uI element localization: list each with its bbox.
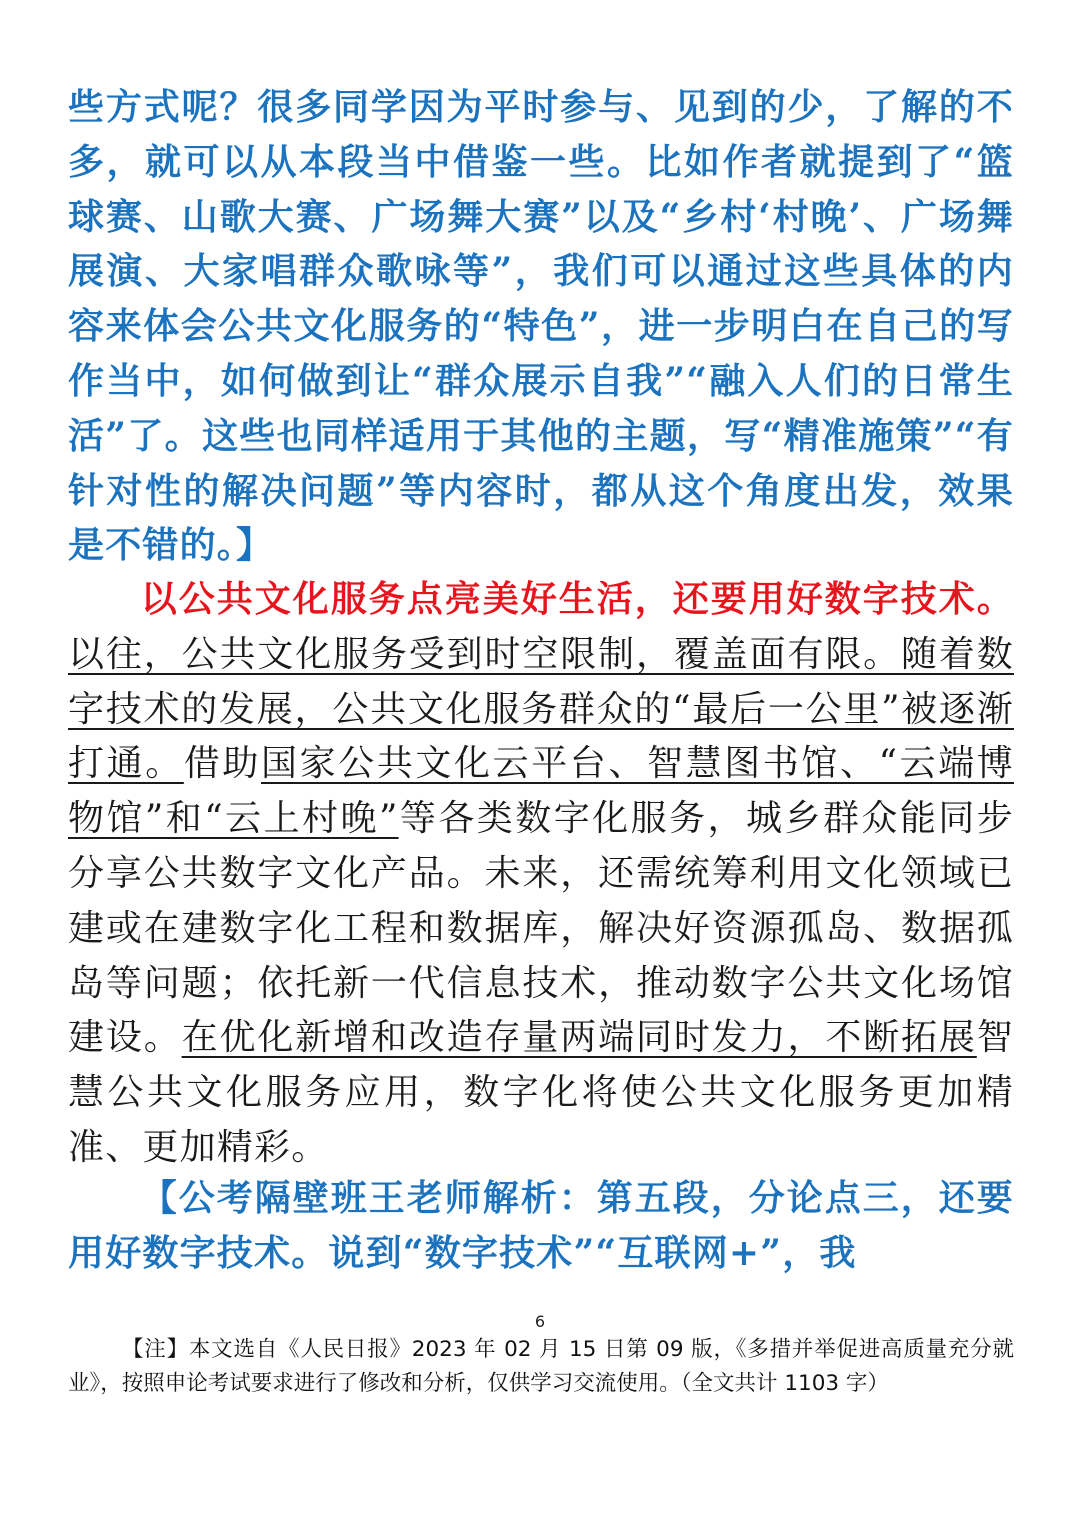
page-number: 6 [534,1312,546,1331]
underlined-text: 国家公共文化云平台、智慧图书馆、“云端博物馆”和“云上村晚” [68,743,1015,840]
body-text: 等各类数字化服务，城乡群众能同步分享公共数字文化产品。未来，还需统筹利用文化领域已建或在建数字化工程和数据库，解决好资源孤岛、数据孤岛等问题；依托新一代信息技术，推动数字公共文化场馆建设。 [68,798,1015,1059]
analysis-paragraph-continued: 些方式呢？很多同学因为平时参与、见到的少，了解的不多，就可以从本段当中借鉴一些。比如作者就提到了“篮球赛、山歌大赛、广场舞大赛”以及“乡村‘村晚’、广场舞展演、大家唱群众歌咏等”，我们可以通过这些具体的内容来体会公共文化服务的“特色”，进一步明白在自己的写作当中，如何做到让“群众展示自我”“融入人们的日常生活”了。这些也同样适用于其他的主题，写“精准施策”“有针对性的解决问题”等内容时，都从这个角度出发，效果是不错的。】 [68,86,1014,567]
underlined-text: 在优化新增和改造存量两端同时发力，不断拓展 [181,1017,977,1059]
footnote: 【注】本文选自《人民日报》2023 年 02 月 15 日第 09 版，《多措并举促进高质量充分就业》，按照申论考试要求进行了修改和分析，仅供学习交流使用。（全文共计 1103 字） [68,1337,1014,1396]
analysis-text: 【公考隔壁班王老师解析：第五段，分论点三，还要用好数字技术。说到“数字技术”“互联网+”，我 [68,1177,1014,1274]
body-text: 借助 [183,743,262,785]
body-text: 智慧公共文化服务应用，数字化将使公共文化服务更加精准、更加精彩。 [68,1017,1014,1168]
main-paragraph [68,572,1014,1176]
underlined-text: 以往，公共文化服务受到时空限制，覆盖面有限。随着数字技术的发展，公共文化服务群众的“最后一公里”被逐渐打通。 [68,633,1014,785]
section-lead-sentence: 以公共文化服务点亮美好生活，还要用好数字技术。 [140,578,1014,620]
analysis-paragraph-next [68,1171,1014,1281]
